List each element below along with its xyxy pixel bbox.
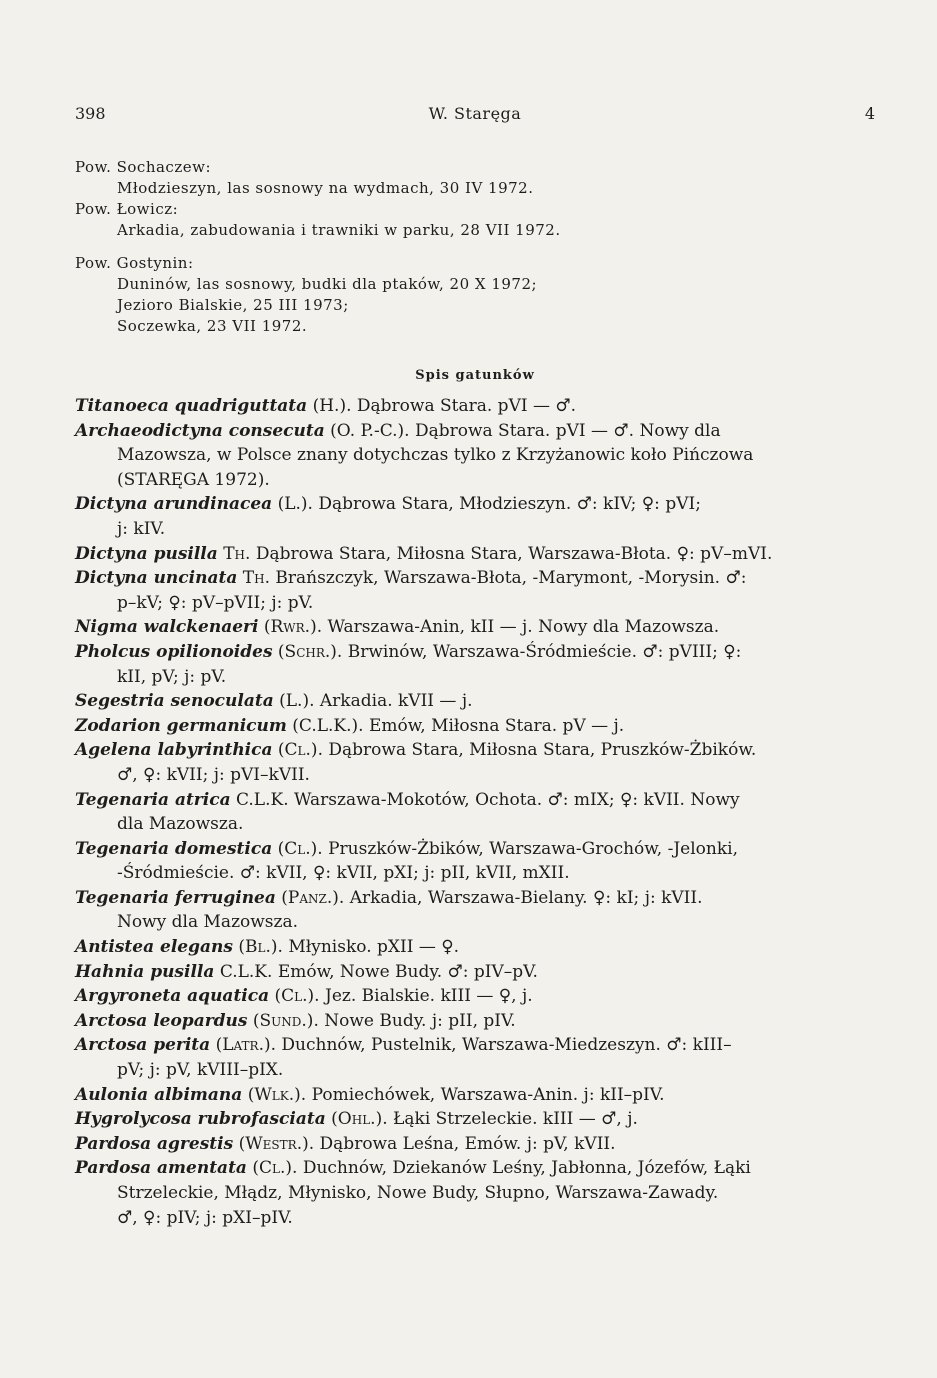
record-text: j: kIV. <box>117 518 166 539</box>
species-name: Hygrolycosa rubrofasciata <box>75 1109 326 1130</box>
entry-line <box>75 394 875 419</box>
record-text: -Śródmieście. ♂: kVII, ♀: kVII, pXI; j: pII, kVII, mXII. <box>117 863 570 884</box>
species-entry <box>75 886 875 935</box>
species-entry <box>75 394 875 419</box>
record-text: Dąbrowa Stara, Młodzieszyn. ♂: kIV; ♀: pVI; <box>312 494 701 515</box>
species-entry <box>75 788 875 837</box>
species-author: (O. P.-C.). <box>330 420 410 441</box>
entry-line <box>75 566 875 591</box>
entry-line <box>75 1156 875 1181</box>
entry-line <box>75 1107 875 1132</box>
species-entry <box>75 960 875 985</box>
species-author: (Panz.). <box>281 887 345 908</box>
species-name: Arctosa perita <box>75 1035 211 1056</box>
species-entry <box>75 542 875 567</box>
species-name: Titanoeca quadriguttata <box>75 396 308 416</box>
species-name: Antistea elegans <box>75 937 233 958</box>
entry-line <box>75 492 875 517</box>
locality-line: Arkadia, zabudowania i trawniki w parku, 28 VII 1972. <box>117 221 561 239</box>
species-name: Argyroneta aquatica <box>75 986 270 1007</box>
entry-line <box>75 1058 875 1083</box>
entry-line <box>75 615 875 640</box>
species-author: C.L.K. <box>236 789 289 810</box>
species-name: Dictyna pusilla <box>75 543 218 564</box>
record-text: Jez. Bialskie. kIII — ♀, j. <box>319 986 533 1007</box>
record-text: Dąbrowa Stara, Miłosna Stara, Warszawa-Błota. ♀: pV–mVI. <box>250 543 773 564</box>
entry-line <box>75 984 875 1009</box>
record-text: Nowe Budy. j: pII, pIV. <box>318 1010 516 1031</box>
record-text: dla Mazowsza. <box>117 814 244 835</box>
entry-line <box>75 935 875 960</box>
species-list <box>75 394 875 1230</box>
species-name: Hahnia pusilla <box>75 961 215 982</box>
paragraph-gap <box>75 241 875 253</box>
locality-line: Duninów, las sosnowy, budki dla ptaków, 20 X 1972; <box>117 275 538 293</box>
record-text: Emów, Miłosna Stara. pV — j. <box>363 715 625 736</box>
record-text: Młynisko. pXII — ♀. <box>282 937 460 958</box>
species-author: (Ohl.). <box>331 1109 388 1130</box>
record-text: Duchnów, Pustelnik, Warszawa-Miedzeszyn. ♂: kIII– <box>276 1035 732 1056</box>
locality-line: Młodzieszyn, las sosnowy na wydmach, 30 IV 1972. <box>117 179 534 197</box>
species-name: Zodarion germanicum <box>75 715 287 736</box>
species-author: (Cl.). <box>277 838 323 859</box>
entry-line <box>75 1181 875 1206</box>
species-author: (H.). <box>312 396 352 416</box>
species-name: Tegenaria domestica <box>75 838 273 859</box>
species-author: (Cl.). <box>274 986 320 1007</box>
record-text: Strzeleckie, Młądz, Młynisko, Nowe Budy, Słupno, Warszawa-Zawady. <box>117 1183 719 1203</box>
species-entry <box>75 984 875 1009</box>
entry-line <box>75 1083 875 1108</box>
locality-list <box>75 157 875 337</box>
entry-line <box>75 689 875 714</box>
issue-number: 4 <box>864 104 875 123</box>
species-name: Pholcus opilionoides <box>75 641 273 662</box>
species-name: Archaeodictyna consecuta <box>75 420 325 441</box>
species-author: Th. <box>242 568 270 589</box>
species-entry <box>75 492 875 541</box>
locality-line: Soczewka, 23 VII 1972. <box>117 317 308 335</box>
running-header <box>75 103 875 125</box>
district-label: Pow. Sochaczew: <box>75 158 211 176</box>
species-entry <box>75 1156 875 1230</box>
record-text: Dąbrowa Stara. pVI — ♂. Nowy dla <box>409 420 721 441</box>
species-entry <box>75 1083 875 1108</box>
entry-line <box>75 1033 875 1058</box>
species-entry <box>75 1009 875 1034</box>
species-name: Aulonia albimana <box>75 1084 243 1105</box>
species-author: (Bl.). <box>238 937 283 958</box>
species-name: Segestria senoculata <box>75 691 274 712</box>
species-author: (C.L.K.). <box>292 715 364 736</box>
species-name: Arctosa leopardus <box>75 1010 248 1031</box>
entry-line <box>75 861 875 886</box>
species-entry <box>75 1132 875 1157</box>
entry-line <box>75 665 875 690</box>
species-entry <box>75 689 875 714</box>
entry-line <box>75 714 875 739</box>
entry-line <box>75 591 875 616</box>
species-author: (Cl.). <box>277 740 323 761</box>
entry-line <box>75 1009 875 1034</box>
species-name: Dictyna arundinacea <box>75 494 273 515</box>
species-entry <box>75 837 875 886</box>
entry-line <box>75 517 875 542</box>
entry-line <box>75 1206 875 1231</box>
species-name: Agelena labyrinthica <box>75 740 273 761</box>
running-author: W. Staręga <box>428 104 522 123</box>
record-text: Dąbrowa Stara. pVI — ♂. <box>351 396 577 416</box>
record-text: Brańszczyk, Warszawa-Błota, -Marymont, -Morysin. ♂: <box>269 568 747 589</box>
species-author: Th. <box>223 543 251 564</box>
entry-line <box>75 886 875 911</box>
species-author: (Latr.). <box>215 1035 277 1056</box>
record-text: Dąbrowa Leśna, Emów. j: pV, kVII. <box>314 1133 616 1154</box>
record-text: Emów, Nowe Budy. ♂: pIV–pV. <box>272 961 538 982</box>
species-author: (L.). <box>277 494 313 515</box>
record-text: (STARĘGA 1972). <box>117 469 270 490</box>
entry-line <box>75 960 875 985</box>
species-author: C.L.K. <box>219 961 273 982</box>
record-text: Warszawa-Anin, kII — j. Nowy dla Mazowsza. <box>322 617 720 638</box>
record-text: pV; j: pV, kVIII–pIX. <box>117 1060 284 1081</box>
entry-line <box>75 812 875 837</box>
locality-line: Jezioro Bialskie, 25 III 1973; <box>117 296 349 314</box>
species-entry <box>75 1033 875 1082</box>
species-entry <box>75 640 875 689</box>
record-text: Nowy dla Mazowsza. <box>117 912 299 933</box>
species-author: (Rwr.). <box>263 617 323 638</box>
record-text: kII, pV; j: pV. <box>117 666 227 687</box>
page-number: 398 <box>75 104 106 123</box>
species-author: (L.). <box>279 691 315 712</box>
species-entry <box>75 935 875 960</box>
species-name: Tegenaria atrica <box>75 789 231 810</box>
record-text: ♂, ♀: kVII; j: pVI–kVII. <box>117 764 310 785</box>
record-text: Łąki Strzeleckie. kIII — ♂, j. <box>387 1109 638 1130</box>
species-entry <box>75 738 875 787</box>
entry-line <box>75 763 875 788</box>
district-label: Pow. Łowicz: <box>75 200 179 218</box>
species-entry <box>75 566 875 615</box>
entry-line <box>75 788 875 813</box>
record-text: Mazowsza, w Polsce znany dotychczas tylko z Krzyżanowic koło Pińczowa <box>117 445 754 466</box>
record-text: Pomiechówek, Warszawa-Anin. j: kII–pIV. <box>306 1084 665 1105</box>
species-author: (Sund.). <box>252 1010 319 1031</box>
record-text: Brwinów, Warszawa-Śródmieście. ♂: pVIII; ♀: <box>342 641 742 662</box>
record-text: p–kV; ♀: pV–pVII; j: pV. <box>117 592 314 613</box>
entry-line <box>75 419 875 444</box>
species-name: Pardosa amentata <box>75 1158 247 1179</box>
record-text: Arkadia. kVII — j. <box>314 691 473 712</box>
species-name: Nigma walckenaeri <box>75 617 259 638</box>
section-heading: Spis gatunków <box>415 368 535 383</box>
entry-line <box>75 542 875 567</box>
entry-line <box>75 443 875 468</box>
species-author: (Wlk.). <box>247 1084 307 1105</box>
district-label: Pow. Gostynin: <box>75 254 194 272</box>
record-text: Pruszków-Żbików, Warszawa-Grochów, -Jelonki, <box>322 838 739 859</box>
species-name: Dictyna uncinata <box>75 568 238 589</box>
record-text: ♂, ♀: pIV; j: pXI–pIV. <box>117 1207 293 1228</box>
record-text: Warszawa-Mokotów, Ochota. ♂: mIX; ♀: kVII. Nowy <box>288 789 740 810</box>
entry-line <box>75 640 875 665</box>
species-entry <box>75 714 875 739</box>
species-author: (Schr.). <box>277 641 343 662</box>
entry-line <box>75 837 875 862</box>
record-text: Duchnów, Dziekanów Leśny, Jabłonna, Józefów, Łąki <box>297 1158 751 1179</box>
species-entry <box>75 419 875 493</box>
entry-line <box>75 738 875 763</box>
species-author: (Westr.). <box>238 1133 315 1154</box>
species-name: Tegenaria ferruginea <box>75 887 276 908</box>
entry-line <box>75 910 875 935</box>
species-entry <box>75 615 875 640</box>
record-text: Arkadia, Warszawa-Bielany. ♀: kI; j: kVII. <box>344 887 703 908</box>
species-author: (Cl.). <box>252 1158 298 1179</box>
entry-line <box>75 1132 875 1157</box>
species-name: Pardosa agrestis <box>75 1133 234 1154</box>
entry-line <box>75 468 875 493</box>
record-text: Dąbrowa Stara, Miłosna Stara, Pruszków-Żbików. <box>322 740 757 761</box>
species-entry <box>75 1107 875 1132</box>
